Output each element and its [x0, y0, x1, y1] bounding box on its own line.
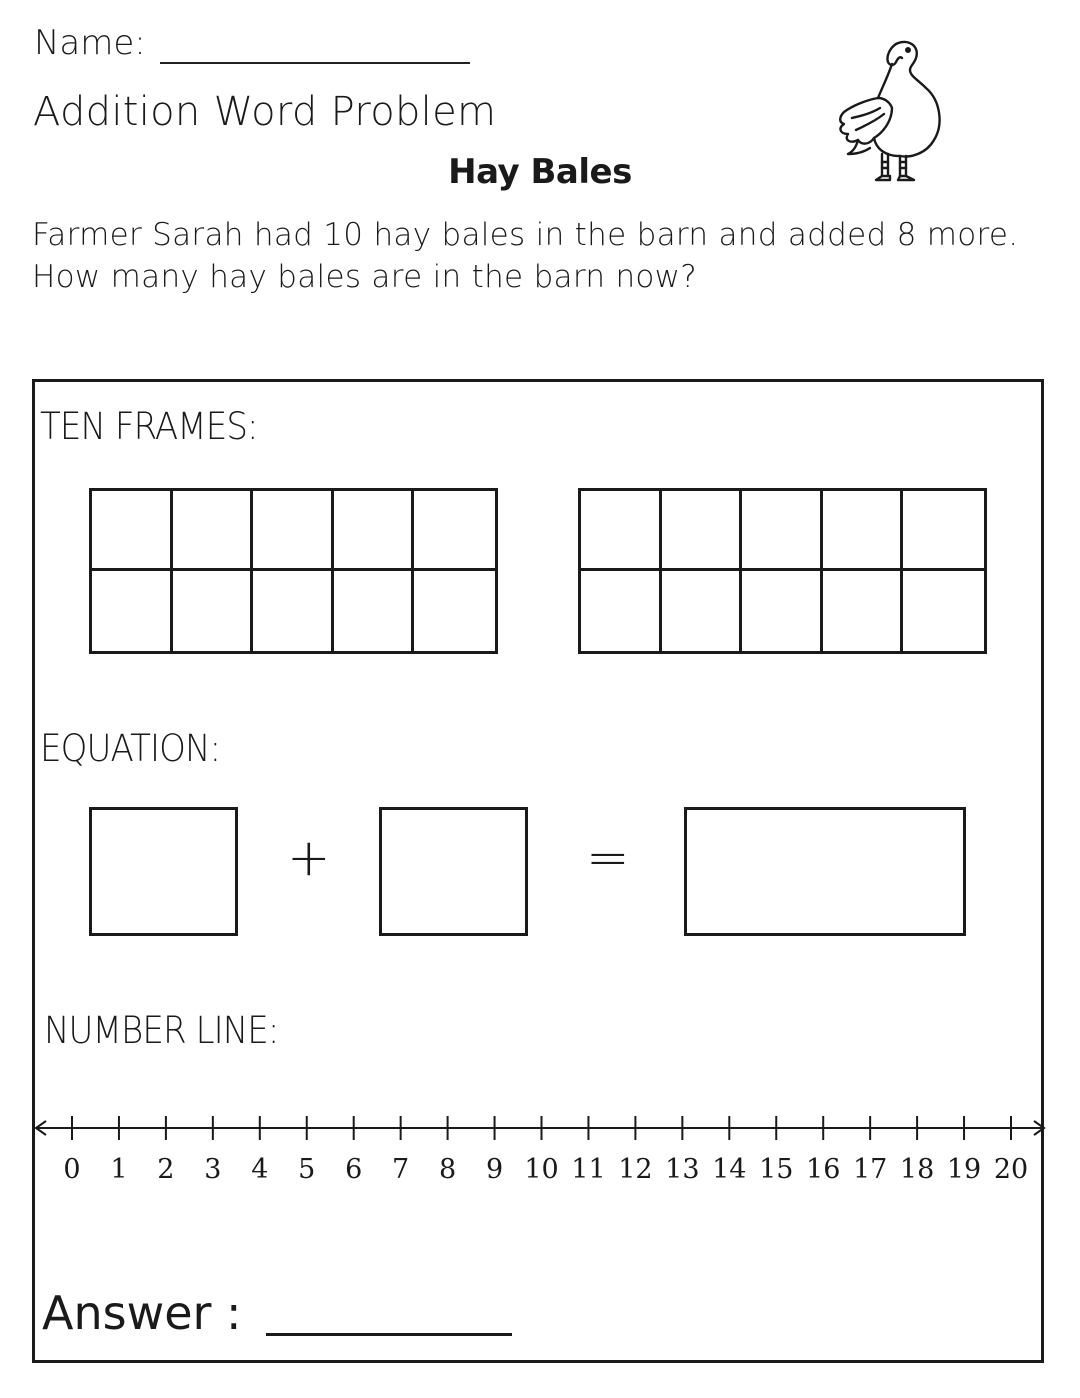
ten-frame-cell[interactable] [662, 571, 743, 651]
ten-frame-1 [89, 488, 498, 654]
number-line-label: NUMBER LINE: [44, 1009, 279, 1052]
word-problem [32, 214, 1052, 298]
ten-frame-cell[interactable] [903, 491, 984, 571]
ten-frame-cell[interactable] [903, 571, 984, 651]
number-line-label-6: 6 [345, 1154, 363, 1185]
number-line-label-20: 20 [993, 1154, 1029, 1185]
addend-1-box[interactable] [89, 807, 238, 936]
number-line-label-13: 13 [665, 1154, 700, 1185]
number-line-label-12: 12 [618, 1154, 653, 1185]
number-line-label-18: 18 [899, 1154, 935, 1185]
ten-frames-label: TEN FRAMES: [40, 405, 258, 448]
number-line-label-14: 14 [712, 1154, 747, 1185]
name-label: Name: [34, 23, 146, 63]
sum-box[interactable] [684, 807, 966, 936]
number-line-label-8: 8 [439, 1154, 457, 1185]
ten-frame-cell[interactable] [581, 571, 662, 651]
word-problem-line-1: Farmer Sarah had 10 hay bales in the barn and added 8 more. [32, 217, 1019, 253]
ten-frame-cell[interactable] [581, 491, 662, 571]
number-line-label-10: 10 [524, 1154, 559, 1185]
number-line-label-2: 2 [157, 1154, 175, 1185]
number-line [32, 1108, 1052, 1188]
number-line-label-15: 15 [759, 1154, 794, 1185]
ten-frame-cell[interactable] [253, 571, 334, 651]
story-title: Hay Bales [448, 152, 632, 192]
ten-frame-cell[interactable] [823, 491, 904, 571]
number-line-label-3: 3 [204, 1154, 222, 1185]
number-line-label-5: 5 [298, 1154, 316, 1185]
equation-label: EQUATION: [40, 727, 221, 770]
number-line-label-9: 9 [485, 1154, 504, 1185]
ten-frame-cell[interactable] [414, 491, 495, 571]
plus-sign: + [287, 828, 331, 888]
ten-frame-cell[interactable] [253, 491, 334, 571]
number-line-label-7: 7 [392, 1154, 410, 1185]
ten-frame-cell[interactable] [173, 571, 254, 651]
ten-frame-cell[interactable] [92, 571, 173, 651]
name-input-line[interactable] [160, 62, 470, 64]
worksheet-title: Addition Word Problem [33, 89, 497, 135]
ten-frame-2 [578, 488, 987, 654]
number-line-label-4: 4 [251, 1154, 269, 1185]
number-line-label-1: 1 [110, 1154, 128, 1185]
ten-frame-cell[interactable] [662, 491, 743, 571]
ten-frame-cell[interactable] [742, 491, 823, 571]
ten-frame-cell[interactable] [823, 571, 904, 651]
number-line-label-19: 19 [946, 1154, 982, 1185]
addend-2-box[interactable] [379, 807, 528, 936]
equals-sign: = [586, 828, 630, 888]
ten-frame-cell[interactable] [414, 571, 495, 651]
ten-frame-cell[interactable] [92, 491, 173, 571]
number-line-label-16: 16 [806, 1154, 841, 1185]
ten-frame-cell[interactable] [173, 491, 254, 571]
answer-label: Answer : [42, 1286, 242, 1340]
number-line-label-0: 0 [63, 1154, 81, 1185]
word-problem-line-2: How many hay bales are in the barn now? [32, 259, 698, 295]
number-line-label-11: 11 [571, 1154, 606, 1185]
answer-input-line[interactable] [266, 1333, 512, 1336]
ten-frame-cell[interactable] [334, 491, 415, 571]
ten-frame-cell[interactable] [742, 571, 823, 651]
number-line-label-17: 17 [852, 1154, 888, 1185]
ten-frame-cell[interactable] [334, 571, 415, 651]
